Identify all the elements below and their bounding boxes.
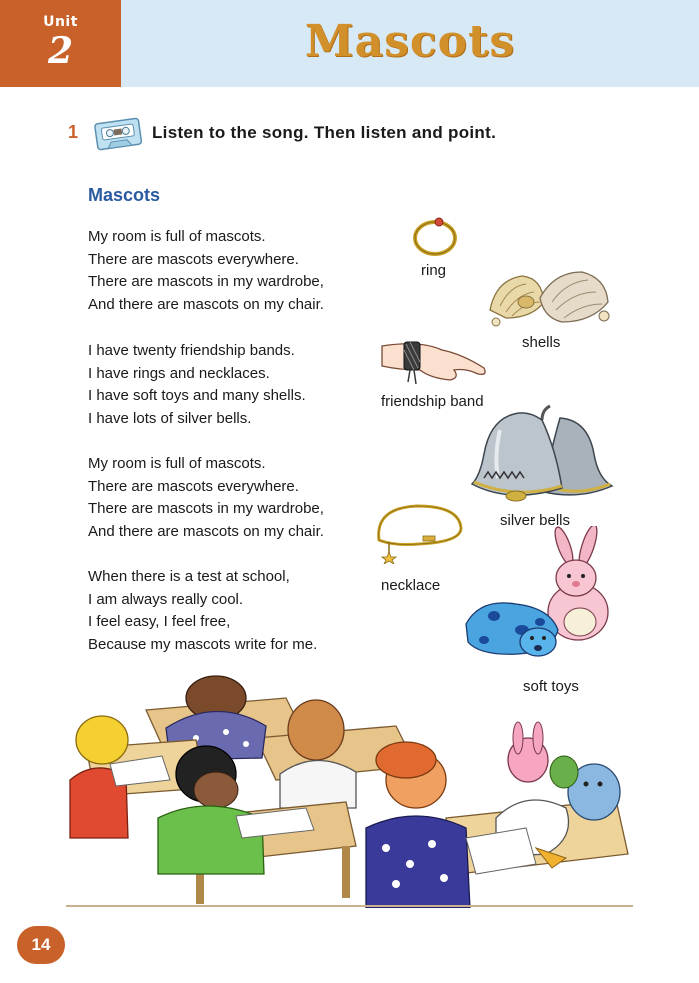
necklace-label: necklace xyxy=(381,577,441,594)
exercise-instruction: Listen to the song. Then listen and point. xyxy=(152,123,497,142)
song-line: I have lots of silver bells. xyxy=(88,409,252,427)
cassette-icon xyxy=(92,113,144,153)
song-line: There are mascots everywhere. xyxy=(88,477,299,495)
stanza-2 xyxy=(88,340,306,430)
song-line: And there are mascots on my chair. xyxy=(88,295,324,313)
song-line: There are mascots in my wardrobe, xyxy=(88,273,324,290)
unit-label: Unit xyxy=(43,14,78,30)
song-line: My room is full of mascots. xyxy=(88,455,266,472)
song-line: I have rings and necklaces. xyxy=(88,364,270,382)
classroom-illustration xyxy=(66,668,633,908)
unit-badge xyxy=(0,0,121,87)
unit-number: 2 xyxy=(47,30,74,72)
friendship-band-picture xyxy=(380,332,492,388)
song-line: There are mascots in my wardrobe, xyxy=(88,500,324,517)
page-title: Mascots xyxy=(304,16,516,67)
exercise-number: 1 xyxy=(68,122,79,142)
stanza-3 xyxy=(88,453,324,543)
song-line: Because my mascots write for me. xyxy=(88,635,318,653)
soft-toys-label: soft toys xyxy=(523,678,579,695)
silver-bells-picture xyxy=(470,400,614,508)
song-line: There are mascots everywhere. xyxy=(88,250,299,268)
song-line: I am always really cool. xyxy=(88,590,244,608)
stanza-1 xyxy=(88,226,324,316)
song-line: And there are mascots on my chair. xyxy=(88,522,324,540)
song-title: Mascots xyxy=(88,185,161,205)
ring-picture xyxy=(410,214,460,256)
page-number: 14 xyxy=(17,926,65,964)
stanza-4 xyxy=(88,566,317,656)
song-line: I have twenty friendship bands. xyxy=(88,342,295,359)
friendship-band-label: friendship band xyxy=(381,393,484,410)
soft-toys-picture xyxy=(460,526,624,670)
shells-label: shells xyxy=(522,334,561,351)
ring-label: ring xyxy=(421,262,447,279)
song-line: I feel easy, I feel free, xyxy=(88,613,231,630)
silver-bells-label: silver bells xyxy=(500,512,571,529)
song-line: When there is a test at school, xyxy=(88,568,290,585)
song-line: I have soft toys and many shells. xyxy=(88,387,306,404)
necklace-picture xyxy=(371,500,467,564)
shells-picture xyxy=(482,262,616,330)
song-line: My room is full of mascots. xyxy=(88,228,266,245)
